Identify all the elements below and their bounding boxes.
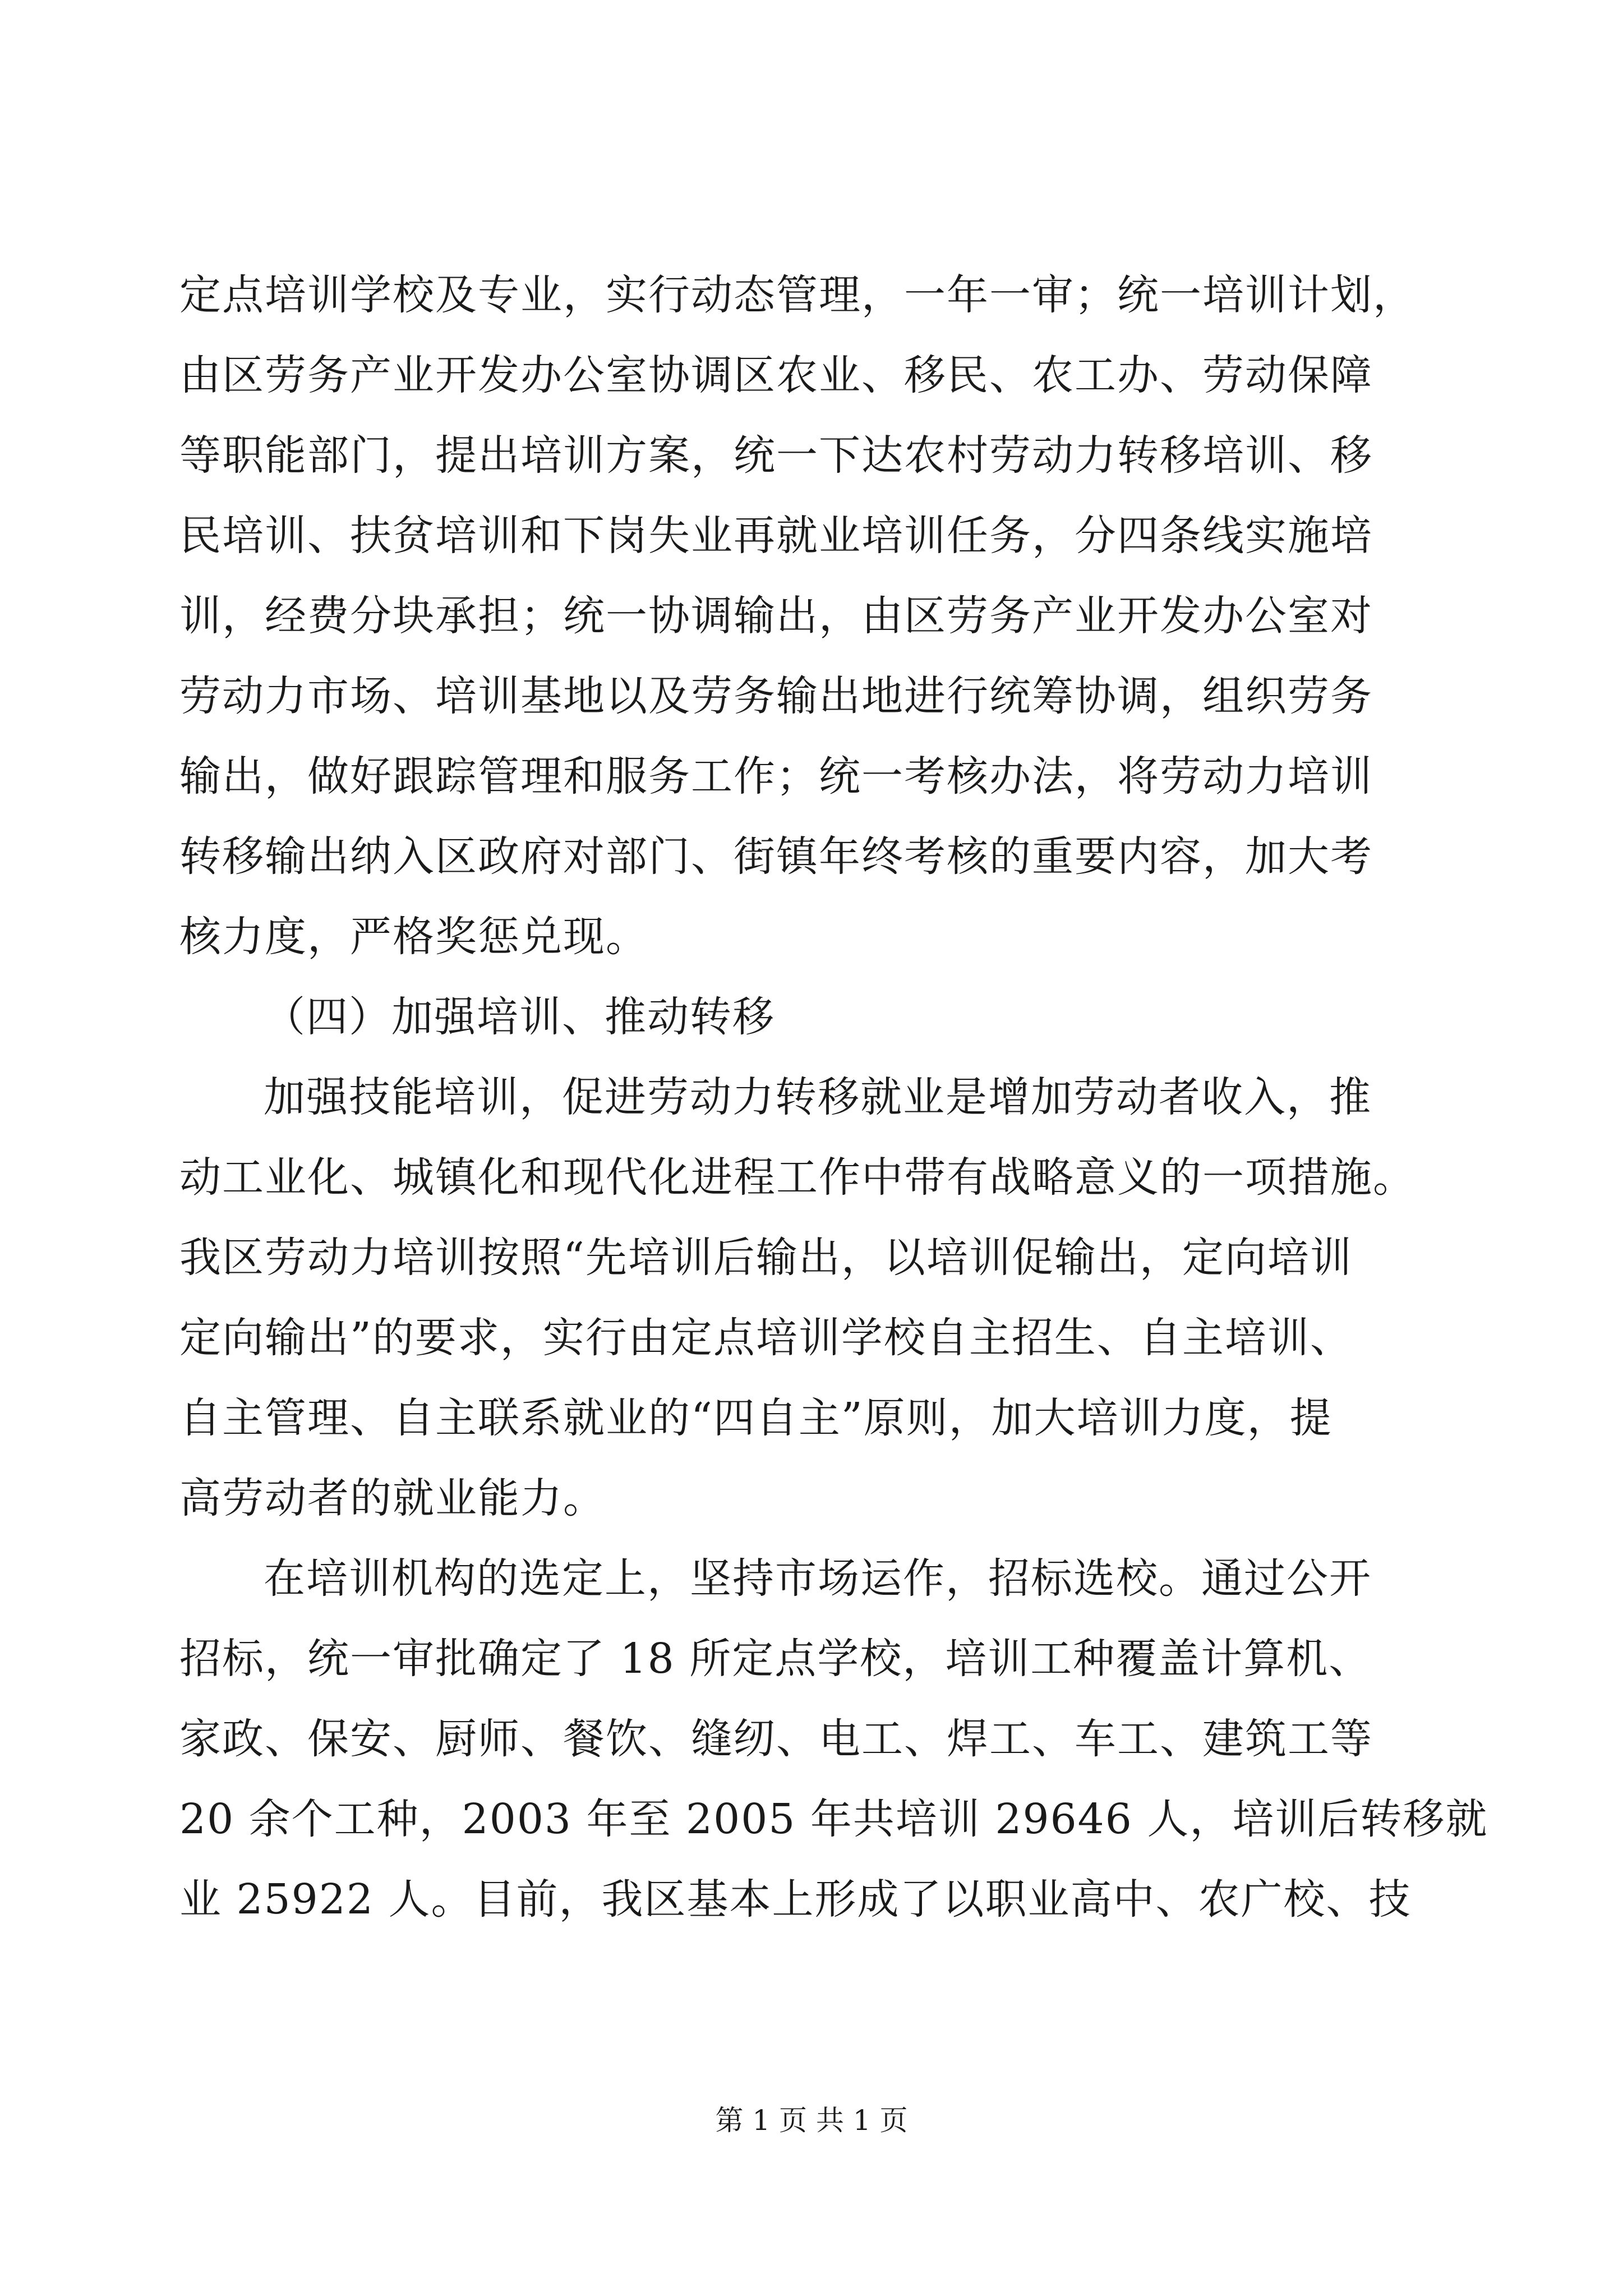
text-line: 核力度，严格奖惩兑现。 [179,913,648,961]
section-heading: （四）加强培训、推动转移 [264,993,775,1041]
text-line: 20 余个工种，2003 年至 2005 年共培训 29646 人，培训后转移就 [179,1795,1488,1843]
text-line: 等职能部门，提出培训方案，统一下达农村劳动力转移培训、移 [179,431,1373,480]
page-number-footer: 第 1 页 共 1 页 [715,2104,908,2137]
text-line: 高劳动者的就业能力。 [179,1474,606,1522]
text-line: 民培训、扶贫培训和下岗失业再就业培训任务，分四条线实施培 [179,512,1373,560]
text-line: 动工业化、城镇化和现代化进程工作中带有战略意义的一项措施。 [179,1153,1415,1202]
text-line: 由区劳务产业开发办公室协调区农业、移民、农工办、劳动保障 [179,351,1373,399]
text-line: 在培训机构的选定上，坚持市场运作，招标选校。通过公开 [264,1554,1372,1603]
text-line: 业 25922 人。目前，我区基本上形成了以职业高中、农广校、技 [179,1875,1412,1924]
text-line: 加强技能培训，促进劳动力转移就业是增加劳动者收入，推 [264,1073,1372,1121]
text-line: 定点培训学校及专业，实行动态管理，一年一审；统一培训计划， [179,271,1415,319]
text-line: 家政、保安、厨师、餐饮、缝纫、电工、焊工、车工、建筑工等 [179,1715,1373,1763]
text-line: 输出，做好跟踪管理和服务工作；统一考核办法，将劳动力培训 [179,752,1373,800]
text-line: 自主管理、自主联系就业的“四自主”原则，加大培训力度，提 [179,1394,1332,1442]
text-line: 训，经费分块承担；统一协调输出，由区劳务产业开发办公室对 [179,592,1373,640]
text-line: 招标，统一审批确定了 18 所定点学校，培训工种覆盖计算机、 [179,1635,1372,1683]
text-line: 定向输出”的要求，实行由定点培训学校自主招生、自主培训、 [179,1314,1353,1362]
text-line: 我区劳动力培训按照“先培训后输出，以培训促输出，定向培训 [179,1234,1353,1282]
text-line: 转移输出纳入区政府对部门、街镇年终考核的重要内容，加大考 [179,832,1373,881]
body-text [179,255,1488,1940]
text-line: 劳动力市场、培训基地以及劳务输出地进行统筹协调，组织劳务 [179,672,1373,720]
